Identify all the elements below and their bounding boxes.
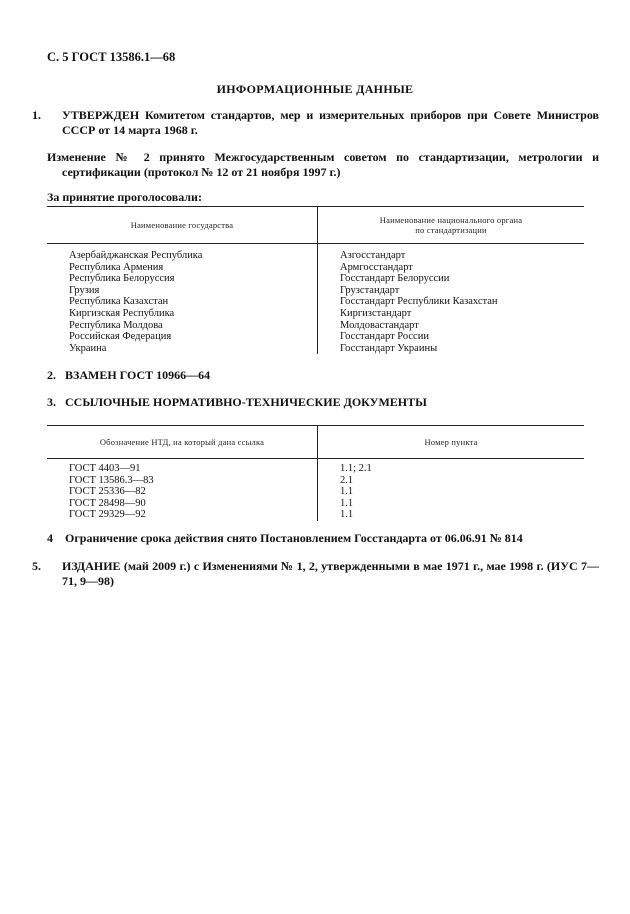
clause-number: 2.1: [340, 474, 354, 486]
section-2: [47, 368, 584, 383]
standards-body-name: Госстандарт Республики Казахстан: [340, 296, 498, 308]
voting-col2-header-line2: по стандартизации: [415, 225, 487, 235]
clause-number: 1.1: [340, 497, 354, 509]
state-name: Киргизская Республика: [69, 307, 175, 319]
voting-table-col2-header: [318, 207, 585, 244]
state-name: Республика Армения: [69, 261, 164, 273]
references-col1-header: Обозначение НТД, на который дана ссылка: [47, 426, 318, 459]
referenced-document: ГОСТ 13586.3—83: [69, 474, 154, 486]
section-3-number: 3.: [47, 395, 56, 409]
state-name: Республика Казахстан: [69, 296, 169, 308]
section-1-text: УТВЕРЖДЕН Комитетом стандартов, мер и измерительных приборов при Совете Министров СССР от 14 марта 1968 г.: [62, 108, 599, 137]
section-3: [47, 395, 584, 410]
referenced-document: ГОСТ 25336—82: [69, 486, 146, 498]
state-name: Азербайджанская Республика: [69, 250, 203, 261]
section-5-text: ИЗДАНИЕ (май 2009 г.) с Изменениями № 1, 2, утвержденными в мае 1971 г., мае 1998 г. (ИУС 7—71, 9—98): [62, 559, 599, 588]
section-3-text: ССЫЛОЧНЫЕ НОРМАТИВНО-ТЕХНИЧЕСКИЕ ДОКУМЕНТЫ: [65, 395, 427, 409]
voting-col2-header-line1: Наименование национального органа: [379, 215, 523, 225]
state-name: Грузия: [69, 284, 100, 296]
states-column: [47, 250, 318, 354]
standards-body-name: Молдовастандарт: [340, 319, 419, 331]
voting-table-header: [47, 207, 584, 244]
state-name: Республика Белоруссия: [69, 273, 175, 285]
references-col2-header: Номер пункта: [318, 426, 585, 459]
page-header: С. 5 ГОСТ 13586.1—68: [47, 50, 176, 64]
clause-number: 1.1; 2.1: [340, 463, 372, 474]
clauses-column: [318, 463, 585, 521]
referenced-document: ГОСТ 4403—91: [69, 463, 141, 474]
section-4-text: Ограничение срока действия снято Постановлением Госстандарта от 06.06.91 № 814: [65, 531, 523, 545]
section-2-text: ВЗАМЕН ГОСТ 10966—64: [65, 368, 211, 382]
section-4: [47, 531, 584, 546]
section-4-number: 4: [47, 531, 53, 545]
state-name: Российская Федерация: [69, 331, 172, 343]
standards-body-name: Госстандарт Украины: [340, 342, 438, 354]
section-2-number: 2.: [47, 368, 56, 382]
references-table-body: [47, 463, 584, 521]
section-5: [32, 559, 599, 589]
change-note-text: Изменение № 2 принято Межгосударственным советом по стандартизации, метрологии и сертификации (протокол № 12 от 21 ноября 1997 г.): [47, 150, 599, 179]
clause-number: 1.1: [340, 509, 354, 521]
section-1: [32, 108, 599, 138]
referenced-document: ГОСТ 28498—90: [69, 497, 146, 509]
references-table-header: [47, 426, 584, 459]
state-name: Республика Молдова: [69, 319, 163, 331]
bodies-column: [318, 250, 585, 354]
voting-table-col1-header: Наименование государства: [47, 207, 318, 244]
docs-column: [47, 463, 318, 521]
change-note: [47, 150, 599, 180]
clause-number: 1.1: [340, 486, 354, 498]
standards-body-name: Госстандарт Белоруссии: [340, 273, 450, 285]
document-title: ИНФОРМАЦИОННЫЕ ДАННЫЕ: [216, 82, 414, 96]
standards-body-name: Госстандарт России: [340, 331, 429, 343]
voted-label: За принятие проголосовали:: [47, 190, 202, 204]
standards-body-name: Киргизстандарт: [340, 307, 412, 319]
standards-body-name: Грузстандарт: [340, 284, 400, 296]
voting-table-body: [47, 250, 584, 354]
referenced-document: ГОСТ 29329—92: [69, 509, 146, 521]
state-name: Украина: [69, 342, 107, 354]
references-table: [47, 425, 584, 521]
voting-table: [47, 206, 584, 354]
standards-body-name: Армгосстандарт: [340, 261, 413, 273]
section-5-number: 5.: [32, 559, 41, 573]
section-1-number: 1.: [32, 108, 41, 122]
standards-body-name: Азгосстандарт: [340, 250, 406, 261]
